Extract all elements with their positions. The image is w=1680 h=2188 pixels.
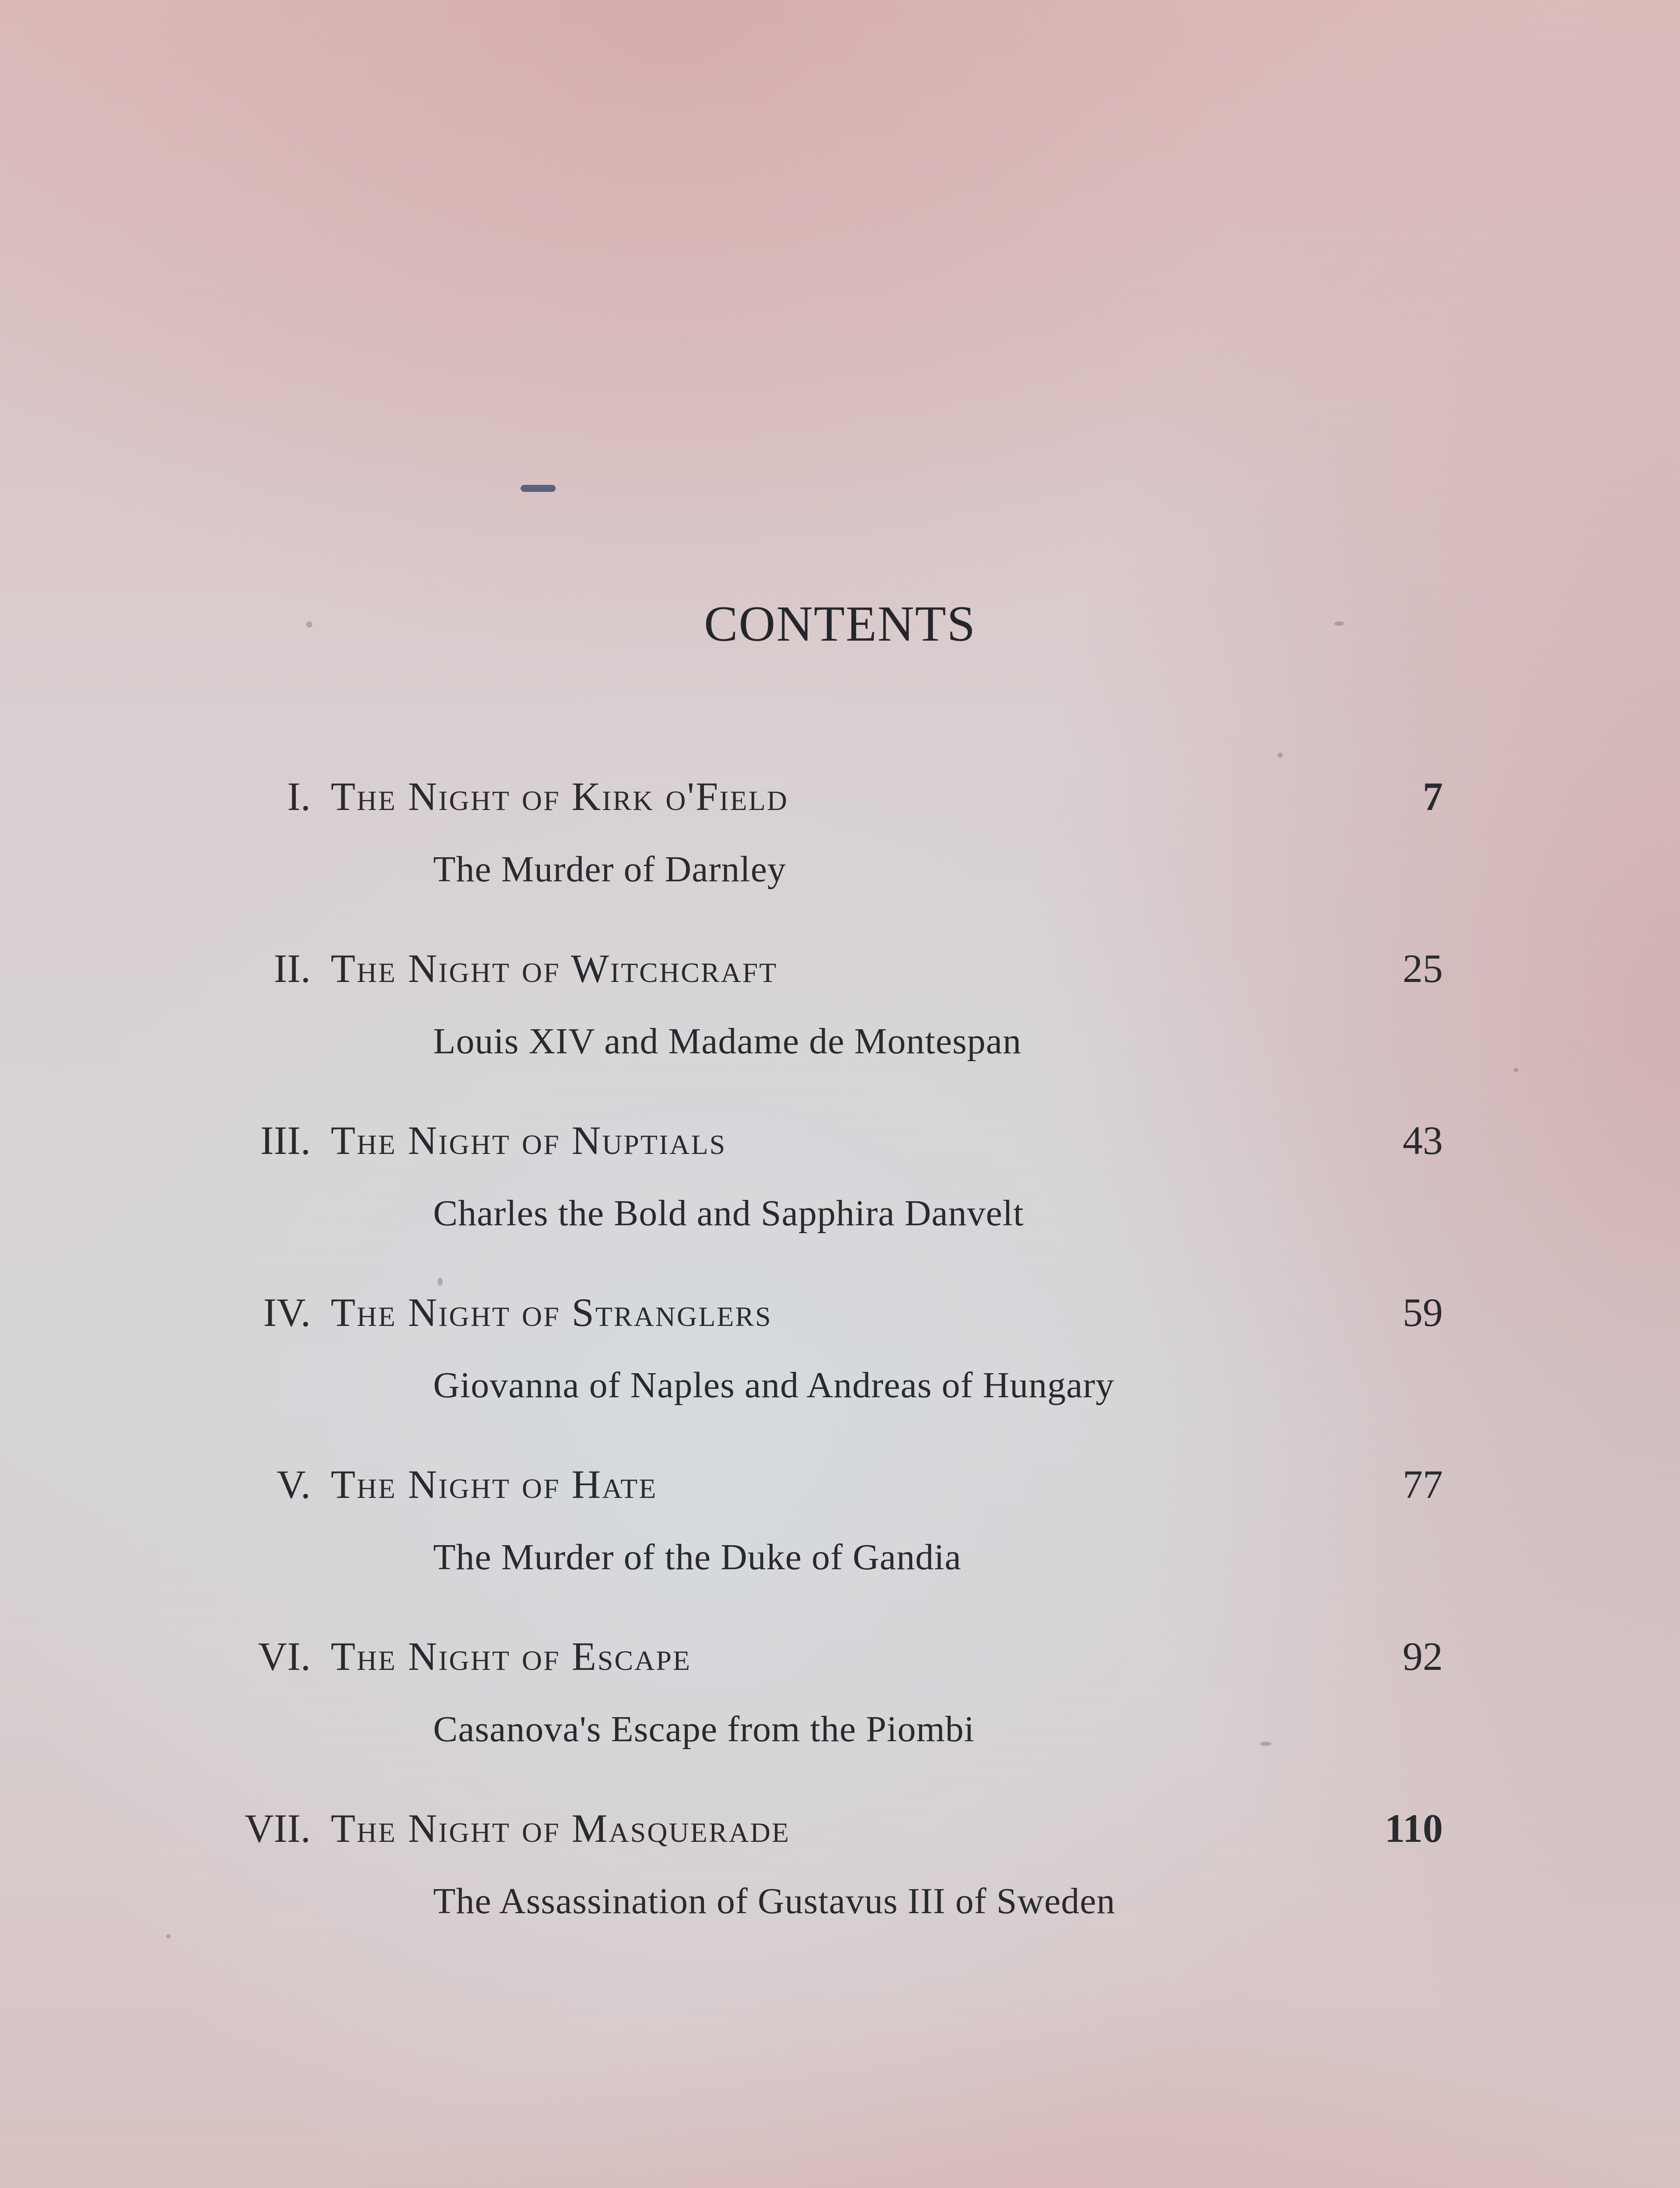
page-number: 25 xyxy=(1403,946,1443,991)
toc-entry xyxy=(0,942,1680,1114)
chapter-title: The Night of Nuptials xyxy=(331,1118,727,1163)
page-title: CONTENTS xyxy=(704,596,976,652)
page-number: 7 xyxy=(1423,774,1443,819)
ink-mark xyxy=(521,485,556,492)
chapter-title: The Night of Stranglers xyxy=(331,1290,772,1335)
toc-entry xyxy=(0,770,1680,942)
chapter-numeral: VII. xyxy=(245,1806,311,1851)
chapter-numeral: I. xyxy=(287,774,311,819)
chapter-subtitle: The Assassination of Gustavus III of Sweden xyxy=(433,1881,1116,1922)
page-number: 110 xyxy=(1385,1806,1443,1851)
chapter-subtitle: Casanova's Escape from the Piombi xyxy=(433,1709,975,1750)
paper-fleck xyxy=(1278,753,1283,758)
chapter-title: The Night of Kirk o'Field xyxy=(331,774,788,819)
chapter-title: The Night of Escape xyxy=(331,1634,691,1679)
toc-entry xyxy=(0,1630,1680,1802)
chapter-numeral: II. xyxy=(273,946,311,991)
toc-entry xyxy=(0,1114,1680,1286)
chapter-title: The Night of Hate xyxy=(331,1462,658,1507)
chapter-numeral: III. xyxy=(260,1118,311,1163)
chapter-subtitle: Giovanna of Naples and Andreas of Hungary xyxy=(433,1365,1115,1406)
chapter-subtitle: The Murder of Darnley xyxy=(433,849,787,890)
chapter-title: The Night of Witchcraft xyxy=(331,946,778,991)
chapter-subtitle: Charles the Bold and Sapphira Danvelt xyxy=(433,1193,1024,1234)
chapter-subtitle: The Murder of the Duke of Gandia xyxy=(433,1537,962,1578)
page-number: 59 xyxy=(1403,1290,1443,1335)
chapter-numeral: IV. xyxy=(263,1290,311,1335)
chapter-numeral: V. xyxy=(276,1462,311,1507)
toc-entry xyxy=(0,1286,1680,1458)
page-number: 43 xyxy=(1403,1118,1443,1163)
chapter-title: The Night of Masquerade xyxy=(331,1806,790,1851)
chapter-subtitle: Louis XIV and Madame de Montespan xyxy=(433,1021,1022,1062)
toc-entry xyxy=(0,1458,1680,1630)
chapter-numeral: VI. xyxy=(258,1634,311,1679)
table-of-contents xyxy=(0,770,1680,1974)
page-number: 77 xyxy=(1403,1462,1443,1507)
toc-entry xyxy=(0,1802,1680,1974)
page-number: 92 xyxy=(1403,1634,1443,1679)
